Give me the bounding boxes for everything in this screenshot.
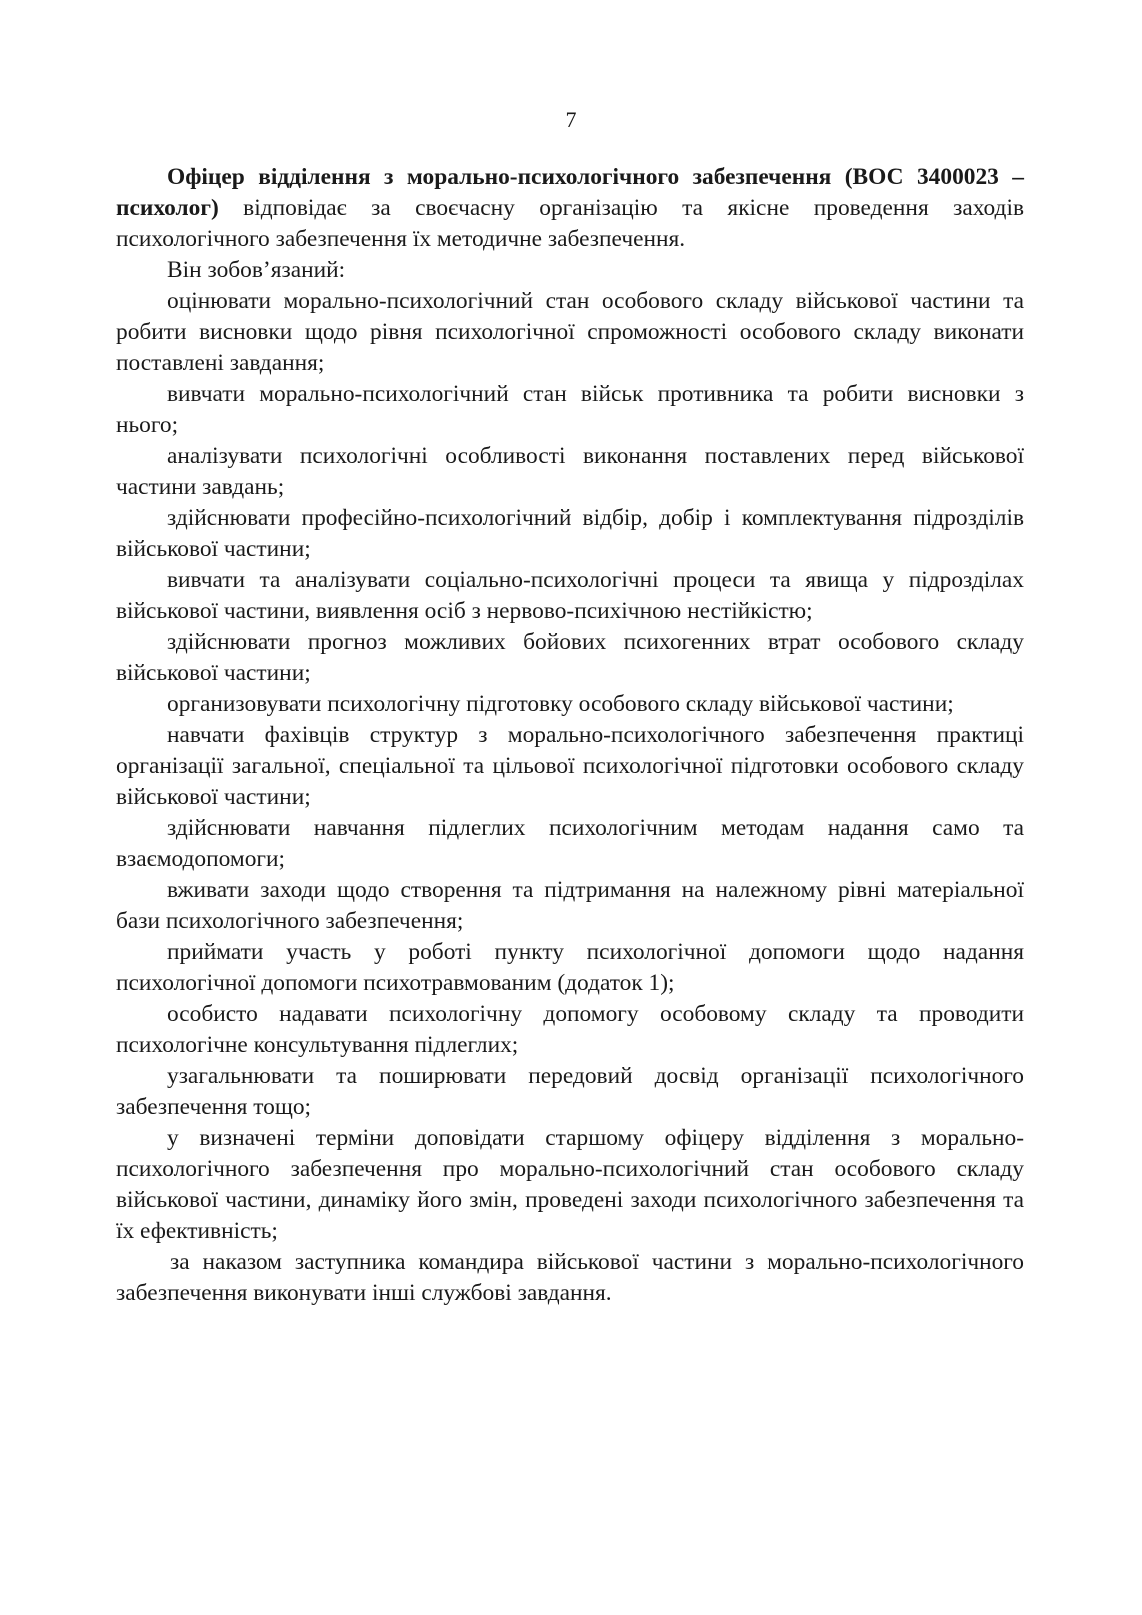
duty-item: узагальнювати та поширювати передовий досвід організації психологічного забезпечення тощо;: [116, 1063, 1024, 1120]
duty-item: приймати участь у роботі пункту психологічної допомоги щодо надання психологічної допомоги психотравмованим (додаток 1);: [116, 939, 1024, 996]
duty-item: вживати заходи щодо створення та підтримання на належному рівні матеріальної бази психологічного забезпечення;: [116, 877, 1024, 934]
duty-item: организовувати психологічну підготовку особового складу військової частини;: [167, 691, 954, 717]
duty-item: вивчати та аналізувати соціально-психологічні процеси та явища у підрозділах військової частини, виявлення осіб з нервово-психічною нестійкістю;: [116, 567, 1024, 624]
duty-item: особисто надавати психологічну допомогу особовому складу та проводити психологічне консультування підлеглих;: [116, 1001, 1024, 1058]
page-number: 7: [565, 107, 577, 132]
duty-item: здійснювати прогноз можливих бойових психогенних втрат особового складу військової частини;: [116, 629, 1024, 686]
position-title: Офіцер відділення з морально-психологічного забезпечення (ВОС 3400023 – психолог): [116, 164, 1024, 221]
intro-text: відповідає за своєчасну організацію та якісне проведення заходів психологічного забезпечення їх методичне забезпечення.: [116, 195, 1024, 252]
obliged-heading: Він зобов’язаний:: [167, 257, 346, 283]
duty-item: здійснювати навчання підлеглих психологічним методам надання само та взаємодопомоги;: [116, 815, 1024, 872]
duty-item: у визначені терміни доповідати старшому офіцеру відділення з морально-психологічного забезпечення про морально-психологічний стан особового складу військової частини, динаміку його змін, проведені заходи психологічного забезпечення та їх ефективність;: [116, 1125, 1024, 1244]
duty-item: оцінювати морально-психологічний стан особового складу військової частини та робити висновки щодо рівня психологічної спроможності особового складу виконати поставлені завдання;: [116, 288, 1024, 376]
duty-item: аналізувати психологічні особливості виконання поставлених перед військової частини завдань;: [116, 443, 1024, 500]
duty-item: здійснювати професійно-психологічний відбір, добір і комплектування підрозділів військової частини;: [116, 505, 1024, 562]
duty-item: вивчати морально-психологічний стан військ противника та робити висновки з нього;: [116, 381, 1024, 438]
duty-item: за наказом заступника командира військової частини з морально-психологічного забезпечення виконувати інші службові завдання.: [116, 1249, 1024, 1306]
document-body: [116, 162, 1024, 1309]
intro-paragraph: [116, 162, 1024, 255]
duty-item: навчати фахівців структур з морально-психологічного забезпечення практиці організації загальної, спеціальної та цільової психологічної підготовки особового складу військової частини;: [116, 722, 1024, 810]
